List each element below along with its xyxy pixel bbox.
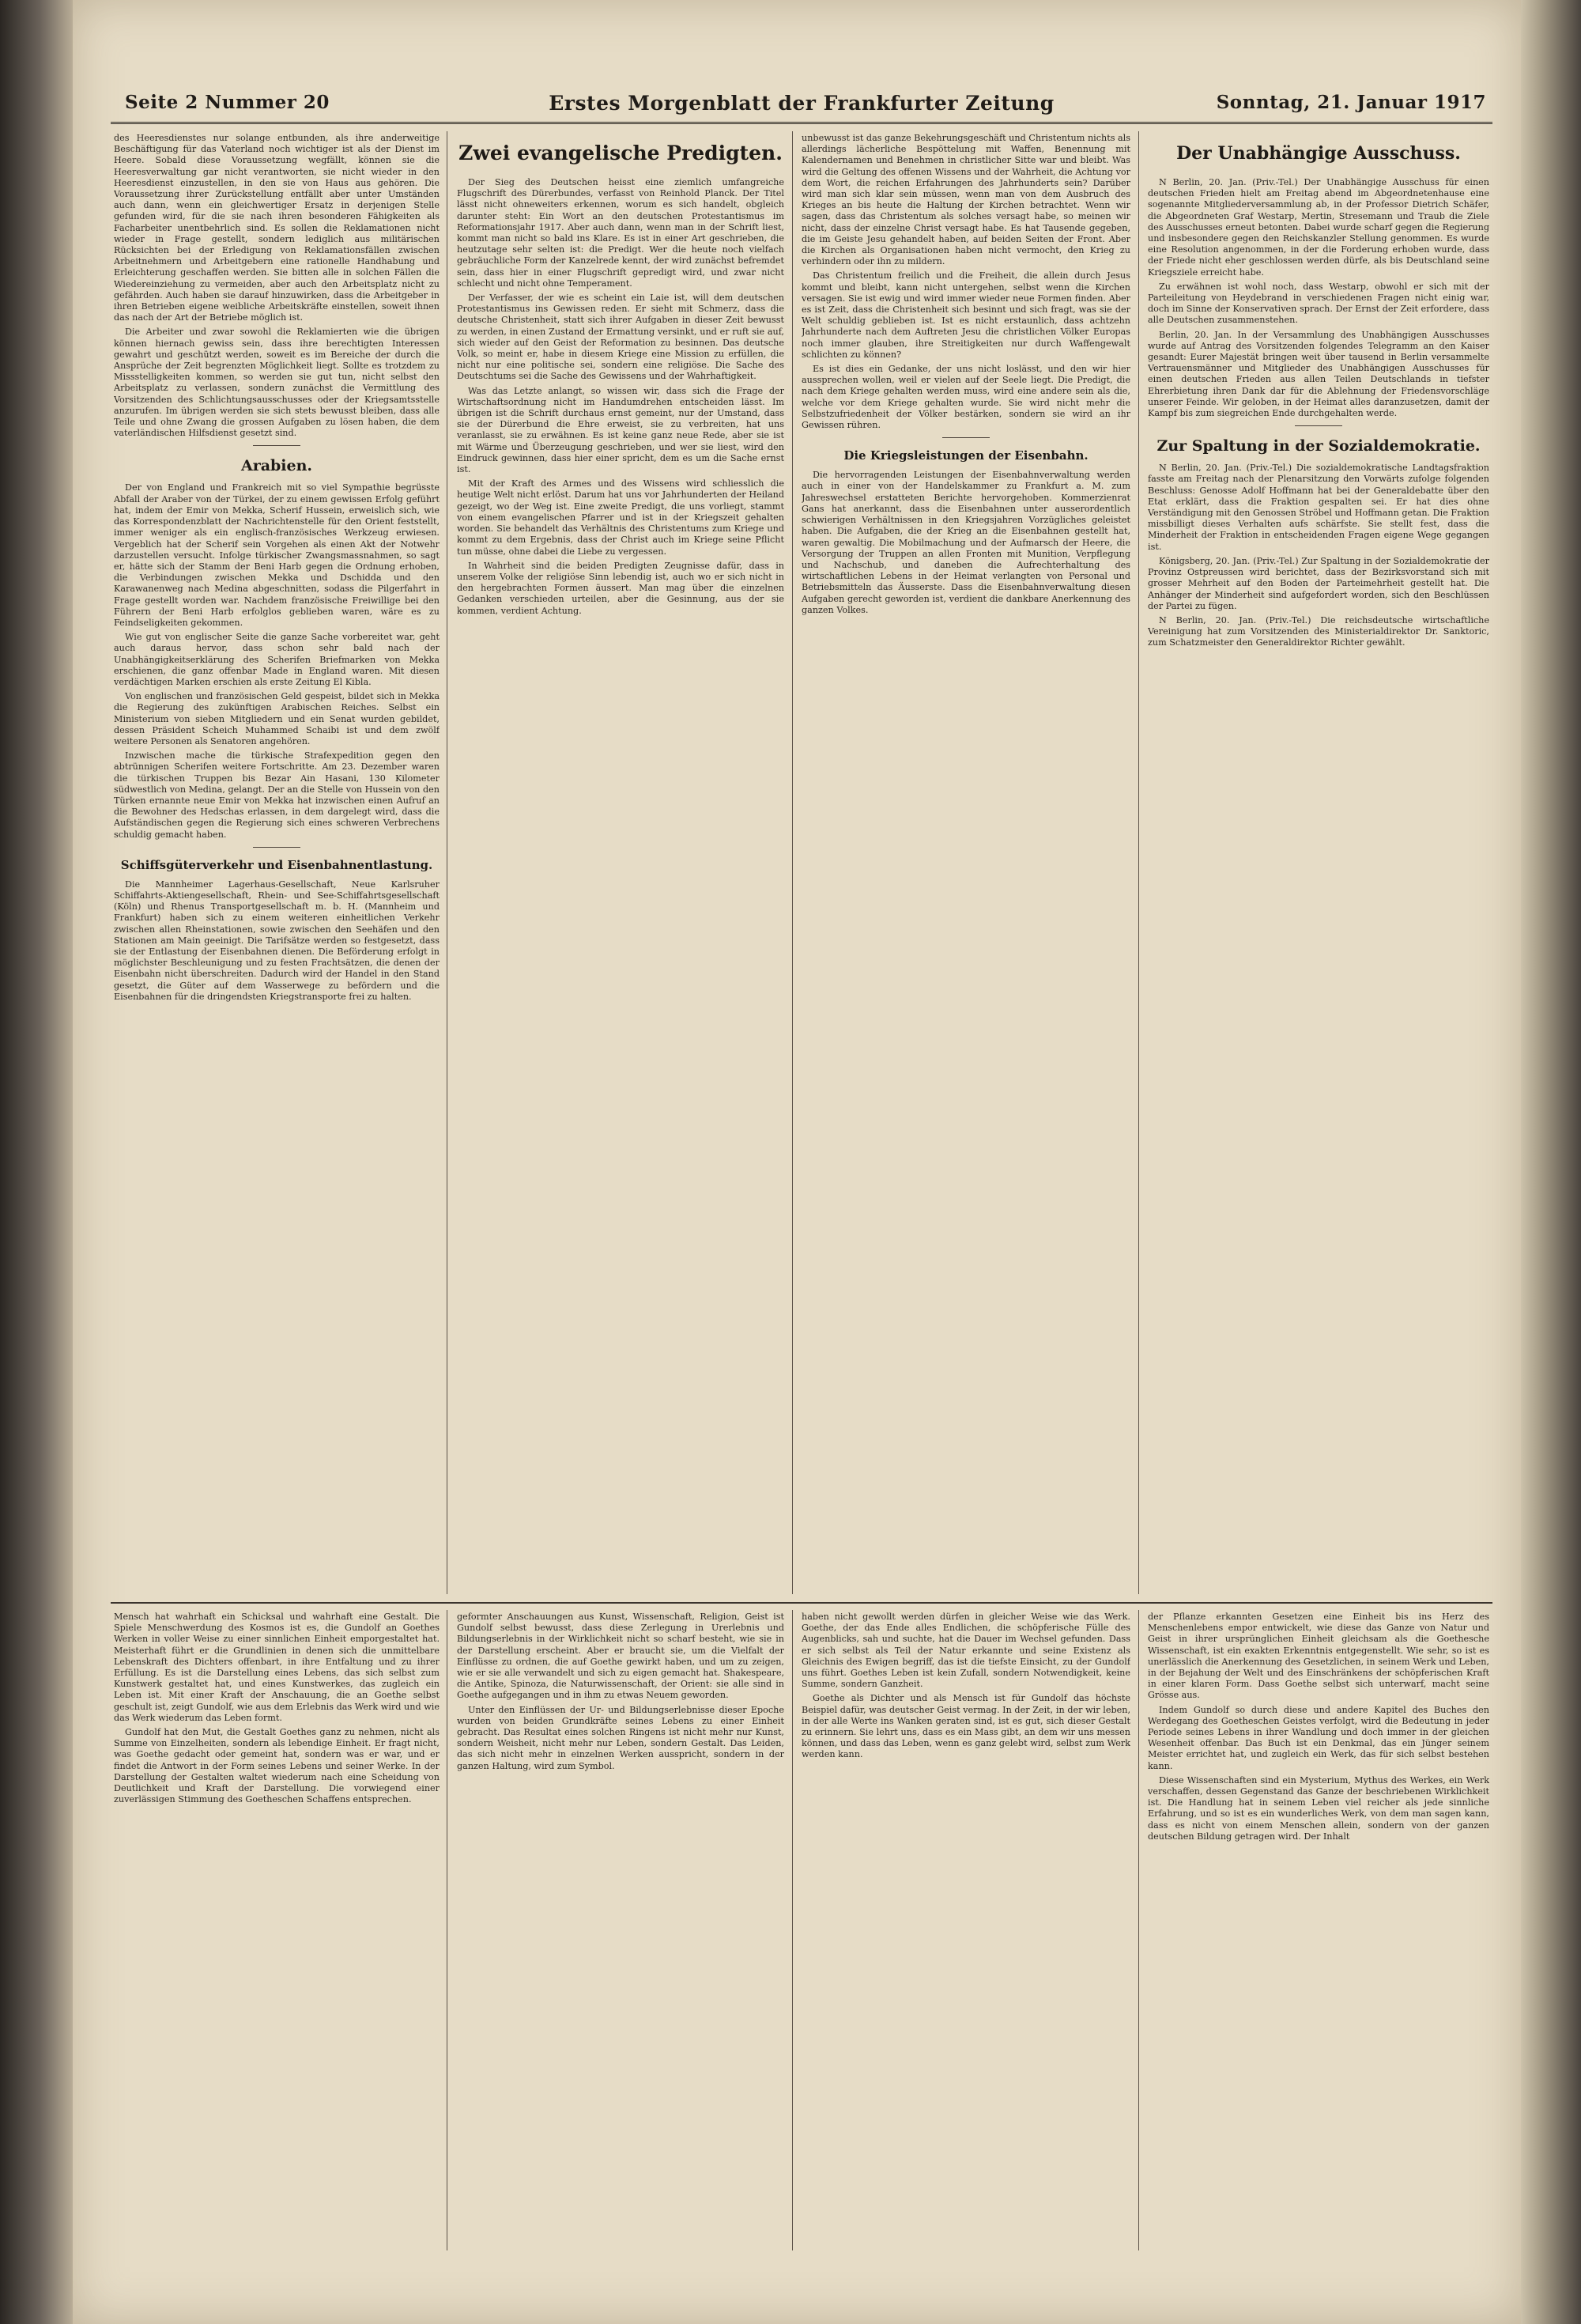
article-title-spaltung: Zur Spaltung in der Sozialdemokratie.: [1157, 437, 1481, 455]
feuilleton-paragraph: Mensch hat wahrhaft ein Schicksal und wahrhaft eine Gestalt. Die Spiele Menschwerdung des Kosmos ist es, die Gundolf an Goethes Werken in voller Weise zu einer sinnlichen Einheit emporgestaltet hat. Meisterhaft führt er die Grundlinien in denen sich die unmittelbare Lebenskraft des Dichters offenbart, in ihre Entfaltung und zu ihrer Erfüllung. Es ist die Darstellung eines Lebens, das sich selbst zum Kunstwerk gestaltet hat, und eines Kunstwerkes, das zugleich ein Leben ist. Mit einer Kraft der Anschauung, die an Goethe selbst geschult ist, zeigt Gundolf, wie aus dem Erlebnis das Werk wird und wie das Werk wiederum das Leben formt.: [114, 1612, 440, 1723]
article-paragraph: N Berlin, 20. Jan. (Priv.-Tel.) Die reichsdeutsche wirtschaftliche Vereinigung hat zum Vorsitzenden des Ministerialdirektor Dr. Sanktoric, zum Schatzmeister den Generaldirektor Richter gewählt.: [1148, 614, 1489, 648]
feuilleton-column-1: [114, 1612, 440, 2252]
column-rule: [1138, 131, 1139, 1594]
article-paragraph: Die Arbeiter und zwar sowohl die Reklamierten wie die übrigen können hiernach gewiss sein, dass ihre berechtigten Interessen gewahrt und geschützt werden, soweit es im Bereiche der durch die Ansprüche der Zeit begrenzten Möglichkeit liegt. Sollte es trotzdem zu Missstelligkeiten kommen, so werden sie gut tun, nicht selbst den Arbeitsplatz zu verlassen, sondern zunächst die Vermittlung des Vorsitzenden des Schlichtungsausschusses oder der Kriegsamtsstelle anzurufen. Im übrigen werden sie sich stets bewusst bleiben, dass alle Teile und ohne Zwang die grossen Aufgaben zu lösen haben, die dem vaterländischen Hilfsdienst gesetzt sind.: [114, 327, 440, 439]
scan-edge-right: [1519, 0, 1581, 2324]
section-separator: [942, 437, 990, 438]
article-paragraph: Der Verfasser, der wie es scheint ein Laie ist, will dem deutschen Protestantismus ins Gewissen reden. Er sieht mit Schmerz, dass die deutsche Christenheit, statt sich ihrer Aufgaben in dieser Zeit bewusst zu werden, in einen Zustand der Ermattung versinkt, und er ruft sie auf, sich wieder auf den Geist der Reformation zu besinnen. Das deutsche Volk, so meint er, habe in diesem Kriege eine Mission zu erfüllen, die nicht nur eine politische sei, sondern eine religiöse. Die Sache des Deutschtums sei die Sache des Gewissens und der Wahrhaftigkeit.: [457, 293, 784, 382]
section-separator: [253, 445, 300, 446]
column-rule: [792, 1610, 793, 2250]
feuilleton-column-4: [1148, 1612, 1489, 2252]
article-paragraph: Die Mannheimer Lagerhaus-Gesellschaft, Neue Karlsruher Schiffahrts-Aktiengesellschaft, Rhein- und See-Schiffahrtsgesellschaft (Köln) und Rhenus Transportgesellschaft m. b. H. (Mannheim und Frankfurt) haben sich zu einem weiteren einheitlichen Verkehr zwischen allen Rheinstationen, sowie zwischen den Seehäfen und den Stationen am Main geeinigt. Die Tarifsätze werden so festgesetzt, dass sie der Entlastung der Eisenbahnen dienen. Die Beförderung erfolgt in möglichster Beschleunigung und zu festen Frachtsätzen, die denen der Eisenbahn nicht überschreiten. Dadurch wird der Handel in den Stand gesetzt, die Güter auf dem Wasserwege zu befördern und die Eisenbahnen für die dringendsten Kriegstransporte frei zu halten.: [114, 879, 440, 1002]
article-paragraph: Wie gut von englischer Seite die ganze Sache vorbereitet war, geht auch daraus hervor, dass schon sehr bald nach der Unabhängigkeitserklärung des Scherifen Briefmarken von Mekka erschienen, die ganz offenbar Made in England waren. Mit diesen verdächtigen Marken erschien als erste Zeitung El Kibla.: [114, 632, 440, 687]
article-paragraph: N Berlin, 20. Jan. (Priv.-Tel.) Der Unabhängige Ausschuss für einen deutschen Frieden hielt am Freitag abend im Abgeordnetenhause eine sogenannte Mitgliederversammlung ab, in der Professor Dietrich Schäfer, die Abgeordneten Graf Westarp, Mertin, Stresemann und Traub die Ziele des Ausschusses erneut betonten. Dabei wurde scharf gegen die Regierung und insbesondere gegen den Reichskanzler Stellung genommen. Es wurde eine Resolution angenommen, in der die Forderung erhoben wurde, dass der Friede nicht eher geschlossen werden dürfe, als bis Deutschland seine Kriegsziele erreicht habe.: [1148, 177, 1489, 278]
feuilleton-column-3: [802, 1612, 1130, 2252]
article-continuation: unbewusst ist das ganze Bekehrungsgeschäft und Christentum nichts als allerdings lächerliche Bespöttelung mit Waffen, Benennung mit Kalendernamen und Benehmen in christlicher Sitte war und bleibt. Was wird die Geltung des offenen Wissens und der Wahrheit, die Achtung vor dem Wort, die reichen Erfahrungen des Jahrhunderts sein? Darüber wird man sich klar sein müssen, wenn man von dem Ausbruch des Krieges an bis heute die Haltung der Kirchen betrachtet. Wenn wir sagen, dass das Christentum als solches versagt habe, so meinen wir nicht, dass der einzelne Christ versagt habe. Es hat Tausende gegeben, die im Geiste Jesu gehandelt haben, auf beiden Seiten der Front. Aber die Kirchen als Organisationen haben nicht vermocht, den Krieg zu verhindern oder ihn zu mildern.: [802, 133, 1130, 267]
article-paragraph: Das Christentum freilich und die Freiheit, die allein durch Jesus kommt und bleibt, kann nicht untergehen, selbst wenn die Kirchen versagen. Sie ist ewig und wird immer wieder neue Formen finden. Aber es ist Zeit, dass die Christenheit sich besinnt und sich fragt, was sie der Welt schuldig geblieben ist. Ist es nicht erstaunlich, dass achtzehn Jahrhunderte nach dem Auftreten Jesu die christlichen Völker Europas noch immer glauben, ihre Streitigkeiten nur durch Waffengewalt schlichten zu können?: [802, 270, 1130, 360]
page-header: [111, 89, 1492, 124]
article-paragraph: Von englischen und französischen Geld gespeist, bildet sich in Mekka die Regierung des zukünftigen Arabischen Reiches. Selbst ein Ministerium von sieben Mitgliedern und ein Senat wurden gebildet, dessen Präsident Scheich Muhammed Schaibi ist und dem zwölf weitere Personen als Senatoren angehören.: [114, 691, 440, 746]
issue-date: Sonntag, 21. Januar 1917: [1216, 92, 1486, 113]
article-title-arabien: Arabien.: [240, 457, 313, 475]
feuilleton-paragraph: Indem Gundolf so durch diese und andere Kapitel des Buches den Werdegang des Goetheschen Geistes verfolgt, wird die Bedeutung in jeder Periode seines Lebens in ihrer Wandlung und doch immer in der gleichen Wesenheit offenbar. Das Buch ist ein Denkmal, das ein Jünger seinem Meister errichtet hat, und zugleich ein Werk, das für sich selbst bestehen kann.: [1148, 1704, 1489, 1771]
article-paragraph: Königsberg, 20. Jan. (Priv.-Tel.) Zur Spaltung in der Sozialdemokratie der Provinz Ostpreussen wird berichtet, dass der Bezirksvorstand sich mit grosser Mehrheit auf den Boden der Parteimehrheit gestellt hat. Die Anhänger der Minderheit sind aufgefordert worden, sich den Beschlüssen der Partei zu fügen.: [1148, 555, 1489, 611]
article-paragraph: N Berlin, 20. Jan. (Priv.-Tel.) Die sozialdemokratische Landtagsfraktion fasste am Freitag nach der Plenarsitzung den Vorwärts zufolge folgenden Beschluss: Genosse Adolf Hoffmann hat bei der Generaldebatte über den Etat erklärt, dass die Fraktion gespalten sei. Er hat dies ohne Verständigung mit den Genossen Ströbel und Hoffmann getan. Die Fraktion missbilligt dieses Verhalten aufs schärfste. Sie stellt fest, dass die Minderheit der Fraktion in entscheidenden Fragen eigene Wege gegangen ist.: [1148, 463, 1489, 552]
article-paragraph: In Wahrheit sind die beiden Predigten Zeugnisse dafür, dass in unserem Volke der religiöse Sinn lebendig ist, auch wo er sich nicht in den hergebrachten Formen äussert. Man mag über die einzelnen Gedanken verschieden urteilen, aber die Gesinnung, aus der sie kommen, verdient Achtung.: [457, 560, 784, 616]
page-bottom-margin: [111, 2262, 1492, 2293]
feuilleton-divider: [111, 1602, 1492, 1604]
article-paragraph: Was das Letzte anlangt, so wissen wir, dass sich die Frage der Wirtschaftsordnung nicht im Handumdrehen entscheiden lässt. Im übrigen ist die Schrift durchaus ernst gemeint, nur der Umstand, dass sie der Dürerbund die Ehre erweist, sie zu verbreiten, hat uns veranlasst, sie zu erwähnen. Es ist keine ganz neue Rede, aber sie ist mit Wärme und Überzeugung geschrieben, und wer sie liest, wird den Eindruck gewinnen, dass hier einer spricht, dem es um die Sache ernst ist.: [457, 385, 784, 475]
column-rule: [1138, 1610, 1139, 2250]
article-paragraph: Der Sieg des Deutschen heisst eine ziemlich umfangreiche Flugschrift des Dürerbundes, verfasst von Reinhold Planck. Der Titel lässt nicht ohneweiters erkennen, worum es sich handelt, obgleich darunter steht: Ein Wort an den deutschen Protestantismus im Reformationsjahr 1917. Aber auch dann, wenn man in der Schrift liest, kommt man nicht so bald ins Klare. Es ist in einer Art geschrieben, die heutzutage sehr selten ist: die Predigt. Wer die heute noch vielfach gebräuchliche Form der Kanzelrede kennt, der wird zunächst befremdet sein, dass hier in einer Flugschrift gepredigt wird, und zwar nicht schlecht und nicht ohne Temperament.: [457, 177, 784, 289]
article-title-ausschuss: Der Unabhängige Ausschuss.: [1176, 143, 1461, 164]
article-paragraph: Inzwischen mache die türkische Strafexpedition gegen den abtrünnigen Scherifen weitere Fortschritte. Am 23. Dezember waren die türkischen Truppen bis Bezar Ain Hasani, 130 Kilometer südwestlich von Medina, gelangt. Der an die Stelle von Hussein von den Türken ernannte neue Emir von Mekka hat inzwischen einen Aufruf an die Bewohner des Hedschas erlassen, in dem dargelegt wird, dass die Aufständischen gegen die Regierung sich eines schweren Verbrechens schuldig gemacht haben.: [114, 750, 440, 840]
scan-edge-left: [0, 0, 73, 2324]
article-paragraph: Zu erwähnen ist wohl noch, dass Westarp, obwohl er sich mit der Parteileitung von Heydebrand in verschiedenen Fragen nicht einig war, doch im Sinne der Konservativen sprach. Der Ernst der Zeit erfordere, dass alle Deutschen zusammenstehen.: [1148, 281, 1489, 326]
feuilleton-paragraph: der Pflanze erkannten Gesetzen eine Einheit bis ins Herz des Menschenlebens empor entwickelt, wie diese das Ganze von Natur und Geist in ihrer ursprünglichen Einheit gleichsam als die Goethesche Wissenschaft, ist ein exakten Erkenntnis entgegenstellt. Wie sehr, so ist es unerlässlich die Anerkennung des Gesetzlichen, in seinem Werk und Leben, in der Bejahung der Welt und des Einschränkens der schöpferischen Kraft in einer klaren Form. Dass Goethe selbst sich unterwarf, macht seine Grösse aus.: [1148, 1612, 1489, 1701]
section-separator: [253, 847, 300, 848]
article-title-schiffsverkehr: Schiffsgüterverkehr und Eisenbahnentlastung.: [120, 857, 433, 872]
feuilleton-column-2: [457, 1612, 784, 2252]
newspaper-masthead: Erstes Morgenblatt der Frankfurter Zeitung: [549, 92, 1055, 115]
article-continuation: des Heeresdienstes nur solange entbunden, als ihre anderweitige Beschäftigung für das Vaterland noch wichtiger ist als der Dienst im Heere. Sobald diese Voraussetzung wegfällt, können sie die Heeresverwaltung gar nicht verantworten, sie nicht wieder in den Heeresdienst einzustellen, in den sie von Haus aus gehören. Die Voraussetzung ihrer Zurückstellung entfällt aber unter Umständen auch dann, wenn ein gleichwertiger Ersatz in derjenigen Stelle gefunden wird, für die sie nach ihren besonderen Fähigkeiten als Facharbeiter unentbehrlich sind. Es sollen die Reklamationen nicht wieder in Frage gestellt, sondern lediglich aus militärischen Rücksichten bei der Erledigung von Reklamationsfällen zwischen Arbeitnehmern und Arbeitgebern eine rationelle Handhabung und Erleichterung geschaffen werden. Sie bitten alle in solchen Fällen die Wiedereinziehung zu vermeiden, aber auch den Arbeitsplatz nicht zu gefährden. Auch haben sie darauf hinzuwirken, dass die Arbeitgeber in ihren Betrieben eigene weibliche Arbeitskräfte einstellen, soweit ihnen das nach der Art der Betriebe möglich ist.: [114, 133, 440, 323]
article-paragraph: Der von England und Frankreich mit so viel Sympathie begrüsste Abfall der Araber von der Türkei, der zu einem gewissen Erfolg geführt hat, indem der Emir von Mekka, Scherif Hussein, erweislich sich, wie das Korrespondenzblatt der Nachrichtenstelle für den Orient feststellt, immer weniger als ein englisch-französisches Werkzeug erwiesen. Vergeblich hat der Scherif sein Vorgehen als einen Akt der Notwehr darzustellen versucht. Infolge türkischer Zwangsmassnahmen, so sagt er, hätte sich der Stamm der Beni Harb gegen die Ordnung erhoben, die Verbindungen zwischen Mekka und Dschidda und den Karawanenweg nach Medina abgeschnitten, sodass die Pilgerfahrt in Frage gestellt worden war. Nachdem französische Freiwillige bei den Führern der Beni Harb erfolglos geblieben waren, wäre es zu Feindseligkeiten gekommen.: [114, 482, 440, 628]
feuilleton-paragraph: Goethe als Dichter und als Mensch ist für Gundolf das höchste Beispiel dafür, was deutscher Geist vermag. In der Zeit, in der wir leben, in der alle Werte ins Wanken geraten sind, ist es gut, sich dieser Gestalt zu erinnern. Sie lehrt uns, dass es ein Mass gibt, an dem wir uns messen können, und dass das Leben, wenn es ganz gelebt wird, selbst zum Werk werden kann.: [802, 1693, 1130, 1760]
page-number: Seite 2 Nummer 20: [125, 92, 330, 113]
column-2: [457, 133, 784, 1596]
article-paragraph: Mit der Kraft des Armes und des Wissens wird schliesslich die heutige Welt nicht erlöst. Darum hat uns vor Jahrhunderten der Heiland gezeigt, wo der Weg ist. Eine zweite Predigt, die uns vorliegt, stammt von einem evangelischen Pfarrer und ist in der Kriegszeit gehalten worden. Sie behandelt das Verhältnis des Christentums zum Kriege und kommt zu dem Ergebnis, dass der Christ auch im Kriege seine Pflicht tun müsse, ohne dabei die Liebe zu vergessen.: [457, 478, 784, 557]
column-rule: [792, 131, 793, 1594]
column-4: [1148, 133, 1489, 1596]
newspaper-page: [73, 0, 1521, 2324]
column-1: [114, 133, 440, 1596]
section-separator: [1295, 425, 1342, 426]
feuilleton-paragraph: Unter den Einflüssen der Ur- und Bildungserlebnisse dieser Epoche wurden von beiden Grundkräfte seines Lebens zu einer Einheit gebracht. Das Resultat eines solchen Ringens ist nicht mehr nur Kunst, sondern Weisheit, nicht mehr nur Leben, sondern Gestalt. Das Leiden, das sich nicht mehr in einzelnen Werken ausspricht, sondern in der ganzen Haltung, wird zum Symbol.: [457, 1704, 784, 1771]
feuilleton-paragraph: Diese Wissenschaften sind ein Mysterium, Mythus des Werkes, ein Werk verschaffen, dessen Gegenstand das Ganze der beschriebenen Wirklichkeit ist. Die Handlung hat in seinem Leben viel reicher als jede sinnliche Erfahrung, und so ist es ein wunderliches Werk, von dem man sagen kann, dass es nicht von einem Menschen allein, sondern von der ganzen deutschen Bildung getragen wird. Der Inhalt: [1148, 1774, 1489, 1842]
feuilleton-paragraph: Gundolf hat den Mut, die Gestalt Goethes ganz zu nehmen, nicht als Summe von Einzelheiten, sondern als lebendige Einheit. Er fragt nicht, was Goethe gedacht oder gemeint hat, sondern was er war, und er findet die Antwort in der Form seines Lebens und seiner Werke. In der Darstellung der Gestalten waltet wiederum nach eine Scheidung von Deutlichkeit und Kraft der Darstellung. Die vorwiegend einer zuverlässigen Stimmung des Goetheschen Schaffens entsprechen.: [114, 1727, 440, 1805]
feuilleton-paragraph: haben nicht gewollt werden dürfen in gleicher Weise wie das Werk. Goethe, der das Ende alles Endlichen, die schöpferische Fülle des Augenblicks, sah und suchte, hat die Dauer im Wechsel gefunden. Dass er sich selbst als Teil der Natur erkannte und seine Existenz als Gleichnis des Ewigen begriff, das ist die tiefste Einsicht, zu der Gundolf uns führt. Goethes Leben ist kein Zufall, sondern Notwendigkeit, keine Summe, sondern Ganzheit.: [802, 1612, 1130, 1690]
feuilleton-paragraph: geformter Anschauungen aus Kunst, Wissenschaft, Religion, Geist ist Gundolf selbst bewusst, dass diese Zerlegung in Urerlebnis und Bildungserlebnis in der Wirklichkeit nicht so scharf besteht, wie sie in der Darstellung erscheint. Aber er braucht sie, um die Vielfalt der Einflüsse zu ordnen, die auf Goethe gewirkt haben, und um zu zeigen, wie er sie alle verwandelt und sich zu eigen gemacht hat. Shakespeare, die Antike, Spinoza, die Naturwissenschaft, der Orient: sie alle sind in Goethe aufgegangen und in ihm zu etwas Neuem geworden.: [457, 1612, 784, 1701]
article-title-predigten: Zwei evangelische Predigten.: [458, 142, 783, 164]
article-paragraph: Berlin, 20. Jan. In der Versammlung des Unabhängigen Ausschusses wurde auf Antrag des Vorsitzenden folgendes Telegramm an den Kaiser gesandt: Eurer Majestät bringen weit über tausend in Berlin versammelte Vertrauensmänner und Mitglieder des Unabhängigen Ausschusses für einen deutschen Frieden aus allen Teilen Deutschlands in tiefster Ehrerbietung ihren Dank dar für die Ablehnung der Friedensvorschläge unserer Feinde. Wir geloben, in der Heimat alles daranzusetzen, damit der Kampf bis zum siegreichen Ende durchgehalten werde.: [1148, 329, 1489, 419]
article-paragraph: Es ist dies ein Gedanke, der uns nicht loslässt, und den wir hier aussprechen wollen, weil er vielen auf der Seele liegt. Die Predigt, die nach dem Kriege gehalten werden muss, wird eine andere sein als die, welche vor dem Kriege gehalten wurde. Sie wird nicht mehr die Selbstzufriedenheit der Völker bestärken, sondern sie wird an ihr Gewissen rühren.: [802, 364, 1130, 431]
article-title-eisenbahn: Die Kriegsleistungen der Eisenbahn.: [843, 448, 1089, 463]
article-paragraph: Die hervorragenden Leistungen der Eisenbahnverwaltung werden auch in einer von der Handelskammer zu Frankfurt a. M. zum Jahreswechsel erstatteten Berichte hervorgehoben. Kommerzienrat Gans hat anerkannt, dass die Eisenbahnen unter ausserordentlich schwierigen Verhältnissen in den Kriegsjahren Vorzügliches geleistet haben. Die Aufgaben, die der Krieg an die Eisenbahnen gestellt hat, waren gewaltig. Die Mobilmachung und der Aufmarsch der Heere, die Versorgung der Truppen an allen Fronten mit Munition, Verpflegung und Nachschub, und daneben die Aufrechterhaltung des wirtschaftlichen Lebens in der Heimat verlangten von Personal und Betriebsmitteln das Äusserste. Dass die Eisenbahnverwaltung diesen Aufgaben gerecht geworden ist, verdient die dankbare Anerkennung des ganzen Volkes.: [802, 470, 1130, 615]
column-3: [802, 133, 1130, 1596]
